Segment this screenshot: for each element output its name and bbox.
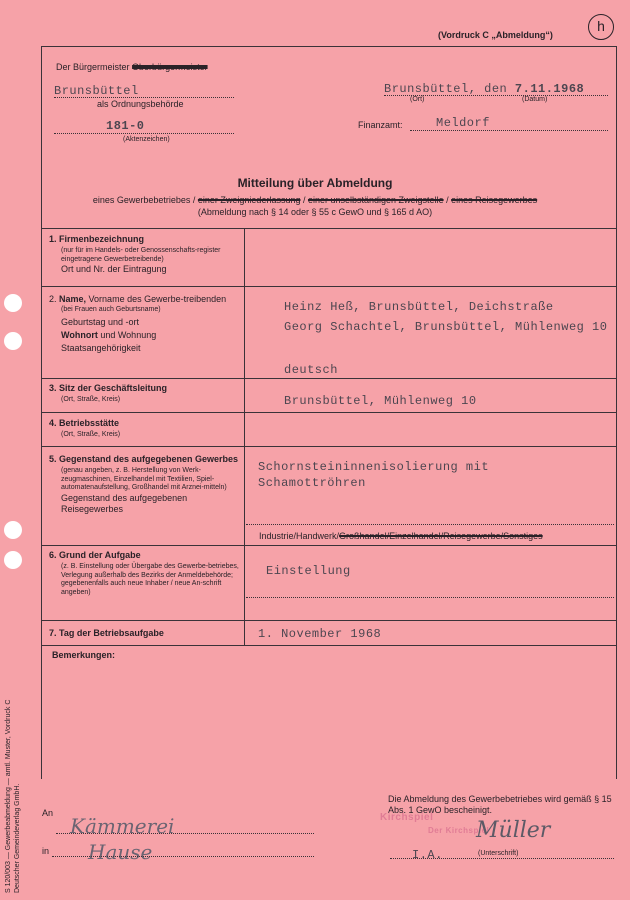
- document-subtitle: eines Gewerbebetriebes / einer Zweigniederlassung / einer unselbständigen Zweigstelle / eines Reisegewerbes: [92, 195, 538, 205]
- form-letter-circle: h: [588, 14, 614, 40]
- trader-line-1: Heinz Heß, Brunsbüttel, Deichstraße: [284, 300, 554, 314]
- punch-hole: [4, 551, 22, 569]
- remarks-label: Bemerkungen:: [52, 650, 116, 660]
- trader-line-2: Georg Schachtel, Brunsbüttel, Mühlenweg 10: [284, 320, 608, 334]
- row-3-label: 3. Sitz der Geschäftsleitung (Ort, Straße, Kreis): [49, 383, 168, 403]
- row-7-label: 7. Tag der Betriebsaufgabe: [49, 628, 164, 638]
- in-value: Hause: [88, 840, 153, 864]
- punch-hole: [4, 332, 22, 350]
- authority-role: als Ordnungsbehörde: [97, 99, 184, 109]
- publisher-imprint: S 120/003 — Gewerbeabmeldung — amtl. Muster, Vordruck C Deutscher Gemeindeverlag GmbH.: [5, 699, 21, 893]
- official-stamp-line-2: Der Kirchspiel: [428, 826, 490, 835]
- punch-hole: [4, 294, 22, 312]
- certification-text: Die Abmeldung des Gewerbebetriebes wird gemäß § 15 Abs. 1 GewO bescheinigt.: [388, 794, 612, 815]
- place-label: (Ort): [410, 96, 425, 103]
- signature-label: (Unterschrift): [478, 850, 519, 857]
- municipality: Brunsbüttel: [54, 84, 139, 98]
- file-number-label: (Aktenzeichen): [123, 136, 170, 143]
- reason-value: Einstellung: [266, 564, 351, 578]
- i-a-mark: I.A.: [412, 848, 443, 862]
- nationality-value: deutsch: [284, 363, 338, 377]
- business-category: Industrie/Handwerk/Großhandel/Einzelhandel/Reisegewerbe/Sonstiges: [259, 531, 543, 541]
- head-office-value: Brunsbüttel, Mühlenweg 10: [284, 394, 477, 408]
- place-date: Brunsbüttel, den 7.11.1968: [384, 82, 585, 96]
- official-stamp: Kirchspiel: [380, 812, 434, 823]
- finanzamt-value: Meldorf: [436, 116, 490, 130]
- an-value: Kämmerei: [70, 814, 175, 838]
- row-4-label: 4. Betriebsstätte (Ort, Straße, Kreis): [49, 418, 121, 438]
- an-label: An: [42, 808, 54, 818]
- legal-basis: (Abmeldung nach § 14 oder § 55 c GewO und § 165 d AO): [197, 207, 433, 217]
- finanzamt-label: Finanzamt:: [358, 120, 403, 130]
- document-title: Mitteilung über Abmeldung: [237, 176, 393, 190]
- date-label: (Datum): [522, 96, 548, 103]
- punch-hole: [4, 521, 22, 539]
- row-2-label: 2. Name, Vorname des Gewerbe-treibenden (bei Frauen auch Geburtsname) Geburtstag und -ort Wohnort und Wohnung Staatsangehörigkeit: [49, 294, 227, 353]
- row-1-label: 1. Firmenbezeichnung (nur für im Handels- oder Genossenschafts-register eingetragene Gewerbetreibende) Ort und Nr. der Eintragung: [49, 234, 221, 274]
- business-object-line-1: Schornsteininnenisolierung mit: [258, 460, 490, 474]
- cessation-date-value: 1. November 1968: [258, 627, 382, 641]
- file-number: 181-0: [106, 119, 145, 133]
- row-6-label: 6. Grund der Aufgabe (z. B. Einstellung oder Übergabe des Gewerbe-betriebes, Verlegung außerhalb des Bezirks der Anmeldebehörde; gegebenenfalls auch neue Inhaber / neue An-schrift angeben): [49, 550, 239, 596]
- form-id: (Vordruck C „Abmeldung“): [438, 30, 553, 40]
- signature: Müller: [476, 818, 551, 843]
- in-label: in: [42, 846, 50, 856]
- row-5-label: 5. Gegenstand des aufgegebenen Gewerbes (genau angeben, z. B. Herstellung von Werk-zeugmaschinen, Einzelhandel mit Textilien, Spiel-automatenaufstellung, Großhandel mit Arznei-mitteln) Gegenstand des aufgegebenen Reisegewerbes: [49, 454, 239, 514]
- business-object-line-2: Schamottröhren: [258, 476, 366, 490]
- authority-title: Der Bürgermeister Oberbürgermeister: [56, 62, 208, 72]
